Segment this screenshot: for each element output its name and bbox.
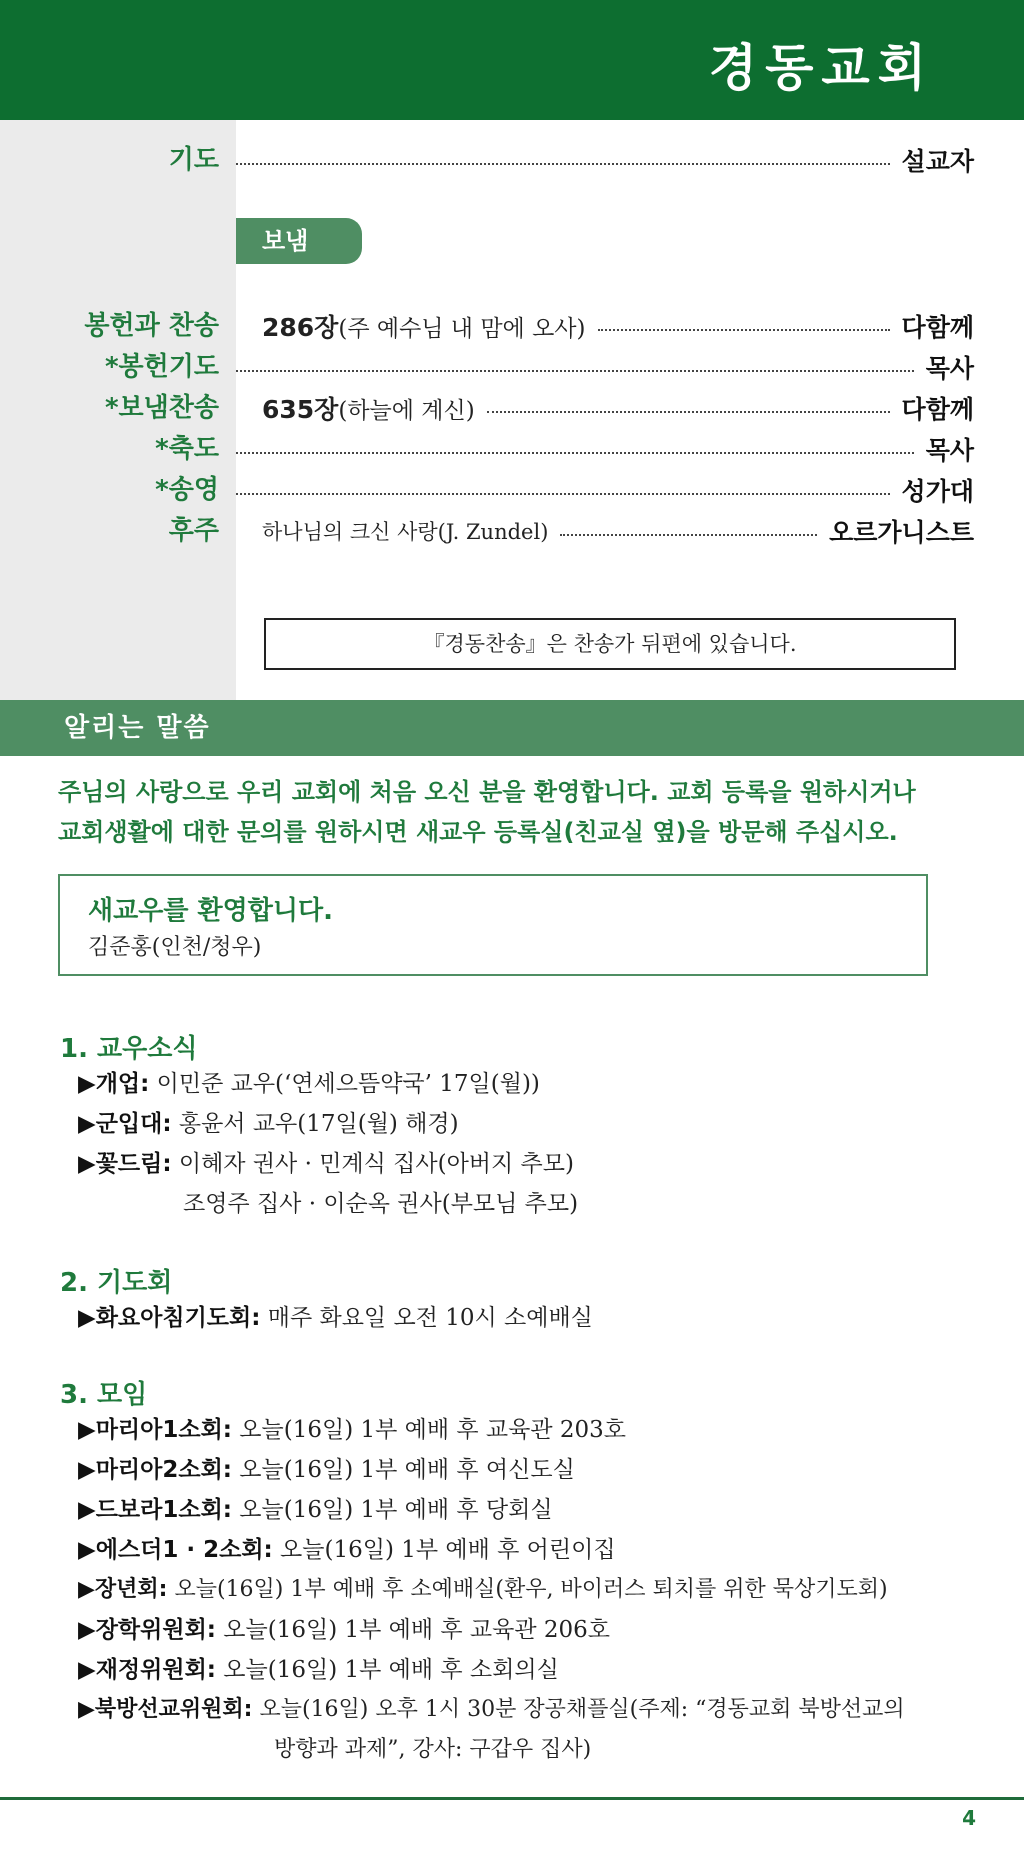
order-label: *보냄찬송 [104, 393, 219, 423]
hymn-title: (주 예수님 내 맘에 오사) [338, 316, 586, 342]
list-item: ▶꽃드림: 이혜자 권사 · 민계식 집사(아버지 추모) [78, 1151, 574, 1177]
order-label: *축도 [155, 434, 219, 464]
hymn-number: 286장 [262, 313, 339, 342]
church-logo-text: 경동교회 [708, 39, 934, 97]
order-row-prayer [0, 140, 1024, 180]
section-pill-sending: 보냄 [236, 218, 362, 264]
leader-dots [560, 534, 817, 536]
section-title-meetings: 3. 모임 [60, 1380, 148, 1410]
hymn-title: (하늘에 계신) [338, 398, 475, 424]
triangle-bullet-icon: ▶ [78, 1071, 96, 1097]
triangle-bullet-icon: ▶ [78, 1577, 95, 1602]
list-item: ▶북방선교위원회: 오늘(16일) 오후 1시 30분 장공채플실(주제: “경동교회 북방선교의 [78, 1697, 905, 1722]
order-row-postlude [0, 511, 1024, 551]
postlude-title: 하나님의 크신 사랑(J. Zundel) [262, 520, 549, 544]
announcements-title: 알리는 말씀 [64, 713, 211, 743]
list-item: ▶재정위원회: 오늘(16일) 1부 예배 후 소회의실 [78, 1657, 559, 1683]
list-item-continuation: 방향과 과제”, 강사: 구갑우 집사) [274, 1737, 592, 1762]
order-label: 후주 [168, 516, 219, 546]
list-item: ▶화요아침기도회: 매주 화요일 오전 10시 소예배실 [78, 1305, 593, 1331]
order-responsible: 다함께 [901, 313, 974, 342]
triangle-bullet-icon: ▶ [78, 1305, 96, 1331]
triangle-bullet-icon: ▶ [78, 1417, 96, 1443]
section-title-prayer-meeting: 2. 기도회 [60, 1268, 173, 1298]
triangle-bullet-icon: ▶ [78, 1111, 96, 1137]
list-item: ▶에스더1 · 2소회: 오늘(16일) 1부 예배 후 어린이집 [78, 1537, 616, 1563]
order-label: 기도 [168, 145, 219, 175]
triangle-bullet-icon: ▶ [78, 1457, 96, 1483]
hymnal-note: 『경동찬송』은 찬송가 뒤편에 있습니다. [264, 618, 956, 670]
page-number: 4 [962, 1806, 976, 1830]
leader-dots [598, 329, 890, 331]
new-members-names: 김준홍(인천/청우) [88, 935, 262, 960]
triangle-bullet-icon: ▶ [78, 1497, 96, 1523]
order-label: 봉헌과 찬송 [84, 311, 219, 341]
hymn-number: 635장 [262, 395, 339, 424]
triangle-bullet-icon: ▶ [78, 1697, 95, 1722]
order-row-doxology [0, 470, 1024, 510]
footer-divider [0, 1797, 1024, 1800]
section-title-member-news: 1. 교우소식 [60, 1034, 198, 1064]
page-header [0, 0, 1024, 120]
list-item: ▶마리아2소회: 오늘(16일) 1부 예배 후 여신도실 [78, 1457, 575, 1483]
order-row-sending-hymn [0, 388, 1024, 428]
list-item: ▶드보라1소회: 오늘(16일) 1부 예배 후 당회실 [78, 1497, 553, 1523]
order-responsible: 목사 [925, 354, 974, 383]
order-responsible: 목사 [925, 436, 974, 465]
list-item: ▶개업: 이민준 교우(‘연세으뜸약국’ 17일(월)) [78, 1071, 540, 1097]
list-item: ▶장학위원회: 오늘(16일) 1부 예배 후 교육관 206호 [78, 1617, 611, 1643]
announcements-bar [0, 700, 1024, 756]
order-responsible: 다함께 [901, 395, 974, 424]
order-responsible: 오르가니스트 [829, 518, 974, 547]
order-label: *송영 [155, 475, 219, 505]
welcome-line: 주님의 사랑으로 우리 교회에 처음 오신 분을 환영합니다. 교회 등록을 원하시거나 [58, 778, 916, 806]
leader-dots [236, 493, 890, 495]
order-row-offering-hymn [0, 306, 1024, 346]
new-members-title: 새교우를 환영합니다. [88, 896, 333, 926]
list-item: ▶군입대: 홍윤서 교우(17일(월) 해경) [78, 1111, 459, 1137]
list-item: ▶장년회: 오늘(16일) 1부 예배 후 소예배실(환우, 바이러스 퇴치를 위한 묵상기도회) [78, 1577, 888, 1602]
triangle-bullet-icon: ▶ [78, 1617, 96, 1643]
leader-dots [236, 370, 914, 372]
order-responsible: 성가대 [901, 477, 974, 506]
triangle-bullet-icon: ▶ [78, 1151, 96, 1177]
order-row-benediction [0, 429, 1024, 469]
new-members-box [58, 874, 928, 976]
triangle-bullet-icon: ▶ [78, 1537, 96, 1563]
leader-dots [236, 452, 914, 454]
welcome-line: 교회생활에 대한 문의를 원하시면 새교우 등록실(친교실 옆)을 방문해 주십시오. [58, 818, 898, 846]
triangle-bullet-icon: ▶ [78, 1657, 96, 1683]
list-item-continuation: 조영주 집사 · 이순옥 권사(부모님 추모) [183, 1191, 579, 1217]
leader-dots [487, 411, 890, 413]
order-label: *봉헌기도 [104, 352, 219, 382]
order-row-offering-prayer [0, 347, 1024, 387]
list-item: ▶마리아1소회: 오늘(16일) 1부 예배 후 교육관 203호 [78, 1417, 627, 1443]
order-responsible: 설교자 [901, 147, 974, 176]
welcome-message [58, 772, 978, 852]
leader-dots [236, 163, 890, 165]
